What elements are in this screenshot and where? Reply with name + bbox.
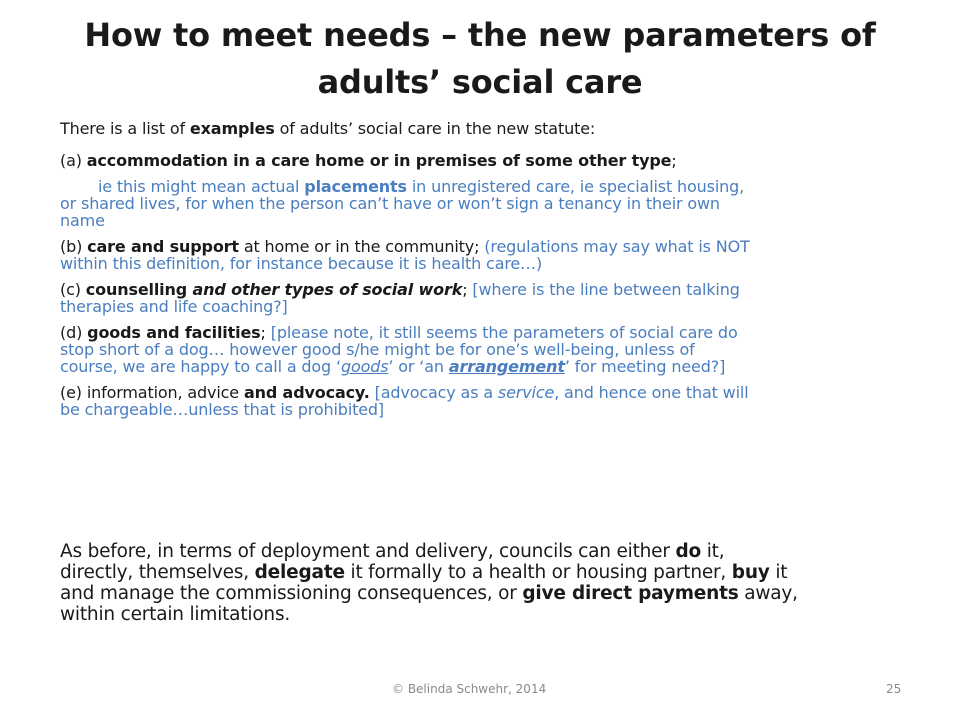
- item-b-text: at home or in the community;: [238, 237, 485, 256]
- item-e-bold: and advocacy.: [243, 383, 370, 402]
- item-c-prefix: (c): [60, 280, 86, 299]
- item-d-note-text: course, we are happy to call a dog ‘: [60, 357, 341, 376]
- closing-text: [60, 541, 910, 625]
- slide-body: [60, 120, 890, 427]
- item-a-suffix: ;: [671, 151, 677, 170]
- note-a-line-2: or shared lives, for when the person can’t have or won’t sign a tenancy in their own: [60, 194, 720, 213]
- closing-do-bold: do: [675, 541, 702, 562]
- slide-title-line-1: How to meet needs – the new parameters of: [84, 16, 876, 54]
- item-d-prefix: (d): [60, 323, 88, 342]
- item-d-goods-emphasis: goods: [340, 357, 389, 376]
- item-d-note-line-2: stop short of a dog… however good s/he might be for one’s well-being, unless of: [60, 340, 695, 359]
- closing-paragraph: [60, 541, 910, 625]
- list-item-d: [60, 324, 890, 375]
- closing-buy-bold: buy: [731, 562, 770, 583]
- slide-title: [40, 12, 920, 106]
- item-a-bold: accommodation in a care home or in premises of some other type: [86, 151, 672, 170]
- slide-title-line-2: adults’ social care: [317, 63, 643, 101]
- item-e-note-text-end: , and hence one that will: [554, 383, 749, 402]
- item-d-bold: goods and facilities: [87, 323, 261, 342]
- item-e-note-line-2: be chargeable…unless that is prohibited]: [60, 400, 385, 419]
- item-d-note-line-1: [please note, it still seems the parameters of social care do: [270, 323, 738, 342]
- closing-l2-mid: it formally to a health or housing partner,: [344, 562, 732, 583]
- item-e-note-line-1: [375, 383, 749, 402]
- item-d-note-line-3: [60, 357, 725, 376]
- item-c-bold: counselling: [85, 280, 188, 299]
- list-item-b: [60, 238, 890, 272]
- item-d-arrangement-emphasis: arrangement: [448, 357, 565, 376]
- item-d-text: ;: [260, 323, 271, 342]
- closing-l4-text: within certain limitations.: [60, 604, 291, 625]
- item-c-note-line-1: [where is the line between talking: [472, 280, 740, 299]
- note-a-text: ie this might mean actual: [98, 177, 305, 196]
- item-b-note-line-2: within this definition, for instance because it is health care…): [60, 254, 543, 273]
- list-item-a: [60, 152, 890, 169]
- note-a: [60, 178, 890, 229]
- item-b-bold: care and support: [87, 237, 239, 256]
- item-c-note-line-2: therapies and life coaching?]: [60, 297, 288, 316]
- closing-l2-text: directly, themselves,: [60, 562, 255, 583]
- item-e-note-text: [advocacy as a: [374, 383, 498, 402]
- list-item-c: [60, 281, 890, 315]
- item-e-service-italic: service: [497, 383, 555, 402]
- intro-paragraph: [60, 120, 890, 137]
- closing-delegate-bold: delegate: [254, 562, 345, 583]
- item-d-note-text-mid: ’ or ‘an: [388, 357, 449, 376]
- item-d-note-text-end: ’ for meeting need?]: [564, 357, 726, 376]
- note-a-bold: placements: [304, 177, 407, 196]
- closing-l3-end: away,: [738, 583, 798, 604]
- copyright-credit: © Belinda Schwehr, 2014: [392, 682, 547, 696]
- item-a-prefix: (a): [60, 151, 87, 170]
- item-e-prefix: (e) information, advice: [60, 383, 244, 402]
- item-c-bold-italic: and other types of social work: [187, 280, 463, 299]
- intro-text: There is a list of: [60, 119, 190, 138]
- intro-bold: examples: [189, 119, 275, 138]
- item-c-text: ;: [462, 280, 473, 299]
- closing-l1-text: As before, in terms of deployment and delivery, councils can either: [60, 541, 676, 562]
- item-b-prefix: (b): [60, 237, 88, 256]
- note-a-text-end: in unregistered care, ie specialist housing,: [406, 177, 745, 196]
- page-number: 25: [886, 682, 902, 696]
- note-a-line-3: name: [60, 211, 105, 230]
- intro-text-end: of adults’ social care in the new statute:: [274, 119, 596, 138]
- closing-l3-text: and manage the commissioning consequences, or: [60, 583, 523, 604]
- closing-l2-end: it: [769, 562, 788, 583]
- closing-l1-end: it,: [701, 541, 725, 562]
- closing-direct-payments-bold: give direct payments: [522, 583, 739, 604]
- list-item-e: [60, 384, 890, 418]
- item-b-note-line-1: (regulations may say what is NOT: [484, 237, 750, 256]
